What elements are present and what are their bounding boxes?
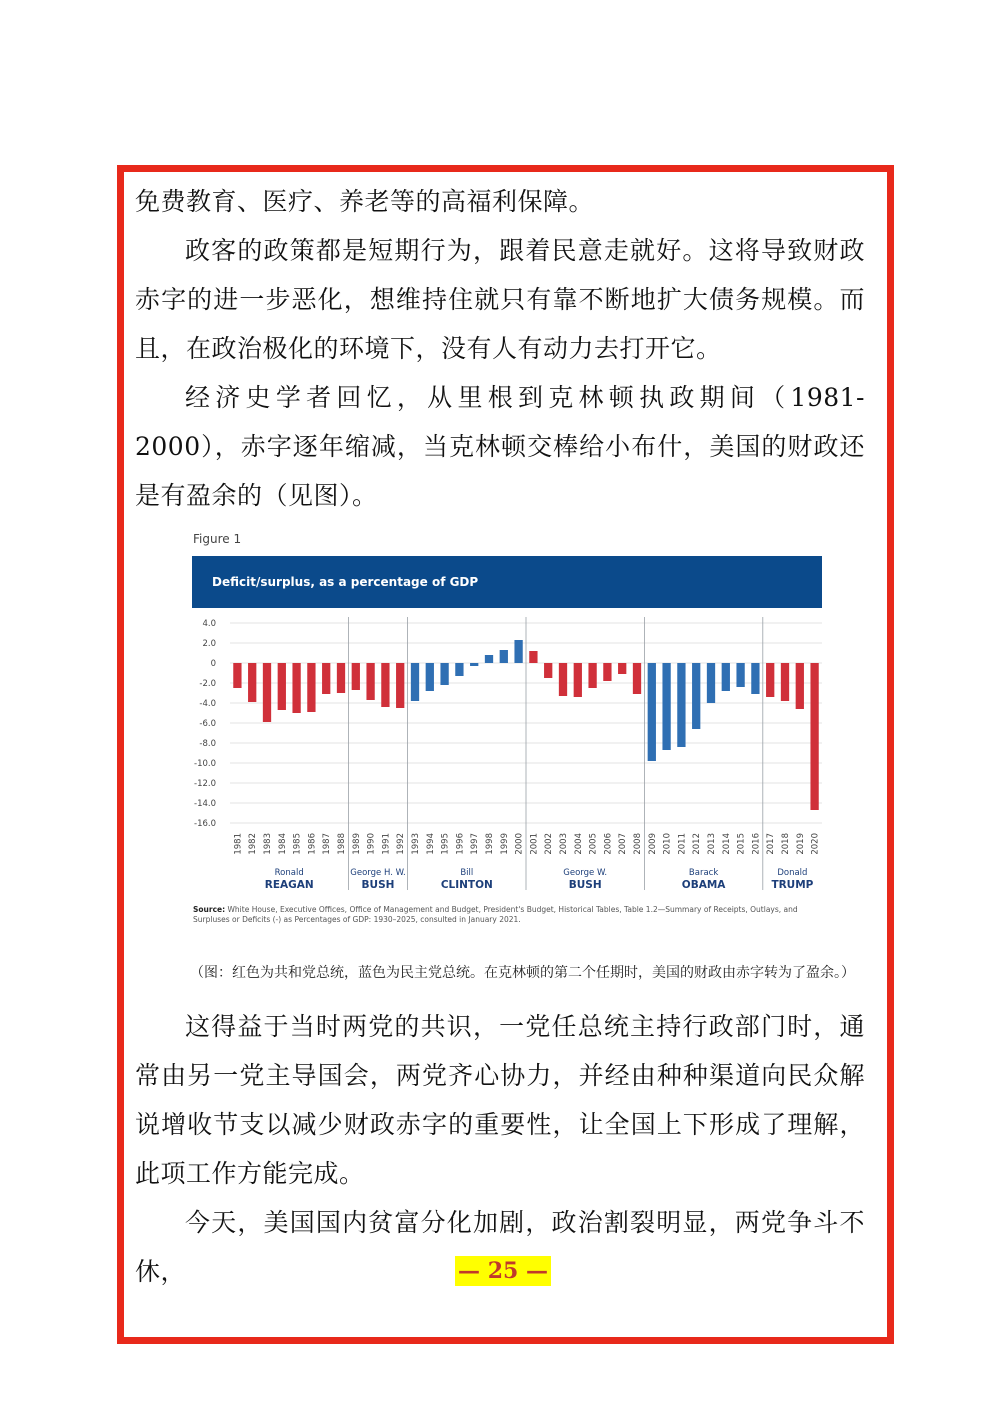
y-tick-label: -10.0 (194, 759, 216, 769)
paragraph-2: 经济史学者回忆，从里根到克林顿执政期间（1981-2000），赤字逐年缩减，当克林顿交棒给小布什，美国的财政还是有盈余的（见图）。 (135, 383, 865, 510)
bar-1981 (233, 663, 241, 688)
bar-2007 (618, 663, 626, 674)
bar-1997 (470, 663, 478, 666)
x-tick-label: 1993 (411, 833, 421, 855)
bar-2004 (574, 663, 582, 697)
y-tick-label: -16.0 (194, 819, 216, 829)
bar-2000 (514, 640, 522, 663)
page-number: — 25 — (455, 1256, 551, 1286)
x-tick-label: 1997 (470, 833, 481, 855)
bar-1982 (248, 663, 256, 702)
bar-2020 (810, 663, 818, 810)
bar-1992 (396, 663, 404, 708)
bar-2018 (781, 663, 789, 701)
source-text: White House, Executive Offices, Office of Management and Budget, President's Budget, Historical Tables, Table 1.2—Summary of Receipts, Outlays, and Surpluses or Deficits (-) as Percentages of GDP: 1930–2025, consulted in January 2021. (193, 905, 798, 924)
x-tick-label: 1999 (499, 833, 510, 855)
bar-1996 (455, 663, 463, 676)
x-tick-label: 2018 (781, 833, 791, 855)
president-last-name: CLINTON (440, 879, 493, 891)
bar-1995 (440, 663, 448, 685)
y-tick-label: 4.0 (202, 619, 216, 629)
x-tick-label: 2014 (721, 833, 732, 855)
figure-caption: （图：红色为共和党总统，蓝色为民主党总统。在克林顿的第二个任期时，美国的财政由赤字转为了盈余。） (190, 965, 855, 981)
bar-2013 (707, 663, 715, 703)
y-tick-label: -12.0 (194, 779, 216, 789)
bar-2016 (751, 663, 759, 694)
president-first-name: George W. (563, 868, 608, 878)
bar-2015 (736, 663, 744, 687)
x-tick-label: 2016 (751, 833, 762, 855)
bar-2014 (722, 663, 730, 691)
bar-2017 (766, 663, 774, 697)
bar-1983 (263, 663, 271, 722)
deficit-chart (190, 555, 830, 900)
x-tick-label: 1991 (381, 833, 392, 855)
x-tick-label: 1985 (292, 833, 303, 855)
x-tick-label: 1984 (277, 833, 288, 855)
bar-2008 (633, 663, 641, 694)
bar-2005 (588, 663, 596, 688)
bar-1987 (322, 663, 330, 694)
figure-source (193, 905, 823, 925)
y-tick-label: -4.0 (199, 699, 216, 709)
y-tick-label: 0 (210, 659, 216, 669)
president-last-name: BUSH (361, 879, 395, 891)
x-tick-label: 1981 (233, 833, 244, 855)
y-tick-label: -2.0 (199, 679, 216, 689)
x-tick-label: 1994 (425, 833, 436, 855)
bar-1989 (352, 663, 360, 690)
bar-1984 (278, 663, 286, 710)
y-tick-label: 2.0 (202, 639, 216, 649)
x-tick-label: 1989 (351, 833, 362, 855)
figure-label: Figure 1 (193, 532, 242, 546)
president-first-name: Bill (460, 868, 474, 878)
source-label: Source: (193, 905, 226, 914)
bar-1985 (292, 663, 300, 713)
x-tick-label: 1987 (322, 833, 333, 855)
president-last-name: REAGAN (264, 879, 314, 891)
x-tick-label: 1988 (337, 833, 347, 855)
x-tick-label: 2001 (529, 833, 540, 855)
x-tick-label: 2000 (514, 833, 525, 855)
x-tick-label: 1982 (248, 833, 259, 855)
x-tick-label: 2011 (677, 833, 688, 855)
bar-2019 (796, 663, 804, 709)
bar-1994 (426, 663, 434, 691)
x-tick-label: 2004 (573, 833, 584, 855)
x-tick-label: 1986 (307, 833, 318, 855)
x-tick-label: 2015 (736, 833, 747, 855)
paragraph-1: 政客的政策都是短期行为，跟着民意走就好。这将导致财政赤字的进一步恶化，想维持住就只有靠不断地扩大债务规模。而且，在政治极化的环境下，没有人有动力去打开它。 (135, 236, 865, 363)
bar-1999 (500, 650, 508, 663)
x-tick-label: 2005 (588, 833, 599, 855)
x-tick-label: 2003 (559, 833, 569, 855)
president-last-name: OBAMA (681, 879, 726, 891)
bar-1988 (337, 663, 345, 693)
x-tick-label: 1996 (455, 833, 466, 855)
bar-2009 (648, 663, 656, 761)
x-tick-label: 1990 (366, 833, 377, 855)
x-tick-label: 1992 (396, 833, 407, 855)
bar-1990 (366, 663, 374, 700)
x-tick-label: 2019 (795, 833, 806, 855)
paragraph-0: 免费教育、医疗、养老等的高福利保障。 (135, 187, 595, 216)
x-tick-label: 2017 (766, 833, 777, 855)
bar-1991 (381, 663, 389, 707)
chart-title: Deficit/surplus, as a percentage of GDP (212, 575, 479, 589)
bar-2006 (603, 663, 611, 681)
x-tick-label: 2009 (647, 833, 658, 855)
bar-1998 (485, 655, 493, 663)
president-first-name: Barack (688, 868, 719, 878)
x-tick-label: 2008 (633, 833, 643, 855)
bar-1993 (411, 663, 419, 701)
x-tick-label: 1995 (440, 833, 451, 855)
x-tick-label: 1998 (485, 833, 495, 855)
paragraph-3: 这得益于当时两党的共识，一党任总统主持行政部门时，通常由另一党主导国会，两党齐心协力，并经由种种渠道向民众解说增收节支以减少财政赤字的重要性，让全国上下形成了理解，此项工作方能完成。 (135, 1012, 865, 1188)
bar-2012 (692, 663, 700, 729)
bar-2002 (544, 663, 552, 678)
x-tick-label: 2007 (618, 833, 629, 855)
president-last-name: BUSH (568, 879, 602, 891)
bar-1986 (307, 663, 315, 712)
x-tick-label: 2013 (707, 833, 717, 855)
x-tick-label: 2002 (544, 833, 555, 855)
x-tick-label: 2010 (662, 833, 673, 855)
y-tick-label: -8.0 (199, 739, 216, 749)
y-tick-label: -6.0 (199, 719, 216, 729)
president-first-name: Donald (777, 868, 808, 878)
x-tick-label: 2006 (603, 833, 614, 855)
bar-2001 (529, 651, 537, 663)
x-tick-label: 2020 (810, 833, 821, 855)
x-tick-label: 1983 (263, 833, 273, 855)
bar-2003 (559, 663, 567, 696)
x-tick-label: 2012 (692, 833, 703, 855)
y-tick-label: -14.0 (194, 799, 216, 809)
president-first-name: George H. W. (350, 868, 406, 878)
president-first-name: Ronald (274, 868, 304, 878)
paragraph-4: 今天，美国国内贫富分化加剧，政治割裂明显，两党争斗不休， (135, 1208, 865, 1286)
bar-2011 (677, 663, 685, 747)
bar-2010 (662, 663, 670, 750)
president-last-name: TRUMP (771, 879, 814, 891)
